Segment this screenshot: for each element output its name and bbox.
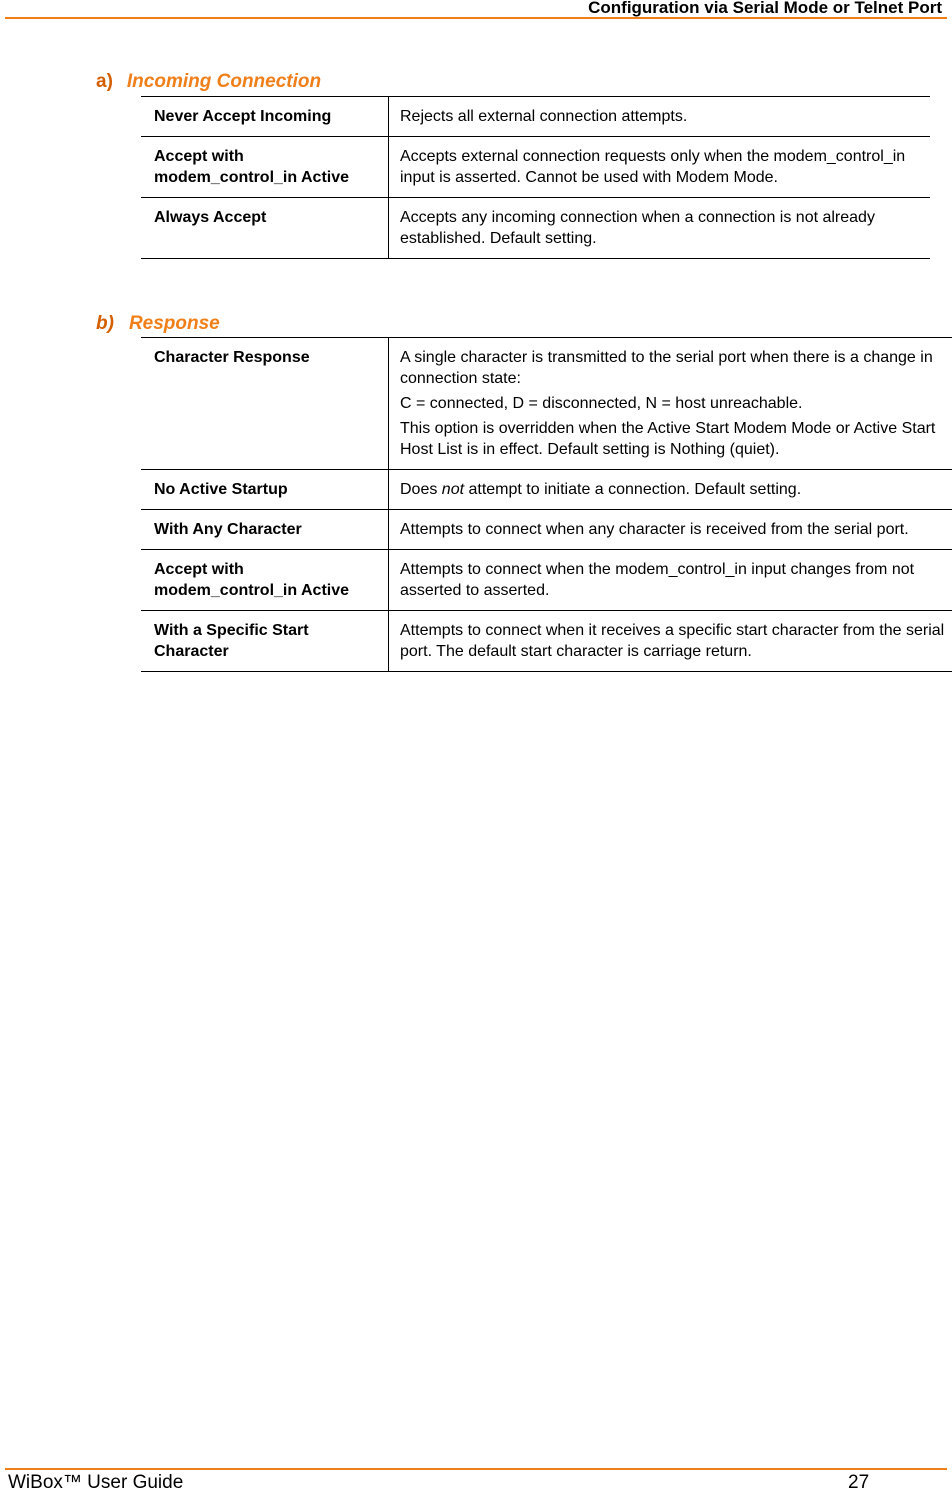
table-row	[141, 550, 952, 611]
option-description: Accepts any incoming connection when a connection is not already established. Default setting.	[389, 198, 931, 259]
footer-rule	[5, 1468, 947, 1470]
table-row	[141, 97, 930, 137]
footer-page-number: 27	[848, 1472, 869, 1494]
option-name: Always Accept	[141, 198, 389, 259]
option-description: Does not attempt to initiate a connection. Default setting.	[389, 470, 952, 510]
option-name: Character Response	[141, 338, 389, 470]
option-name: Accept with modem_control_in Active	[141, 137, 389, 198]
table-row	[141, 611, 952, 672]
option-description: Accepts external connection requests only when the modem_control_in input is asserted. Cannot be used with Modem Mode.	[389, 137, 931, 198]
option-description: Attempts to connect when any character is received from the serial port.	[389, 510, 952, 550]
section-heading-response	[96, 313, 220, 335]
incoming-connection-table	[141, 96, 930, 259]
option-name: With a Specific Start Character	[141, 611, 389, 672]
option-name: Accept with modem_control_in Active	[141, 550, 389, 611]
table-row	[141, 338, 952, 470]
table-row	[141, 510, 952, 550]
table-row	[141, 137, 930, 198]
option-description: A single character is transmitted to the serial port when there is a change in connection state: C = connected, D = disconnected, N = host unreachable. This option is overridden when the Active Start Modem Mode or Active Start Host List is in effect. Default setting is Nothing (quiet).	[389, 338, 952, 470]
emphasis-text: not	[442, 481, 464, 498]
option-description: Attempts to connect when it receives a specific start character from the serial port. The default start character is carriage return.	[389, 611, 952, 672]
section-letter: a)	[96, 71, 113, 92]
option-description: Attempts to connect when the modem_control_in input changes from not asserted to asserted.	[389, 550, 952, 611]
option-name: Never Accept Incoming	[141, 97, 389, 137]
table-row	[141, 470, 952, 510]
section-heading-incoming-connection	[96, 71, 321, 93]
page-header-title: Configuration via Serial Mode or Telnet Port	[588, 0, 942, 18]
option-name: No Active Startup	[141, 470, 389, 510]
section-title: Response	[129, 313, 220, 334]
option-description: Rejects all external connection attempts.	[389, 97, 931, 137]
section-letter: b)	[96, 313, 114, 334]
header-rule	[5, 17, 947, 19]
table-row	[141, 198, 930, 259]
section-title: Incoming Connection	[127, 71, 321, 92]
option-name: With Any Character	[141, 510, 389, 550]
response-table	[141, 337, 952, 672]
footer-document-title: WiBox™ User Guide	[8, 1472, 183, 1494]
